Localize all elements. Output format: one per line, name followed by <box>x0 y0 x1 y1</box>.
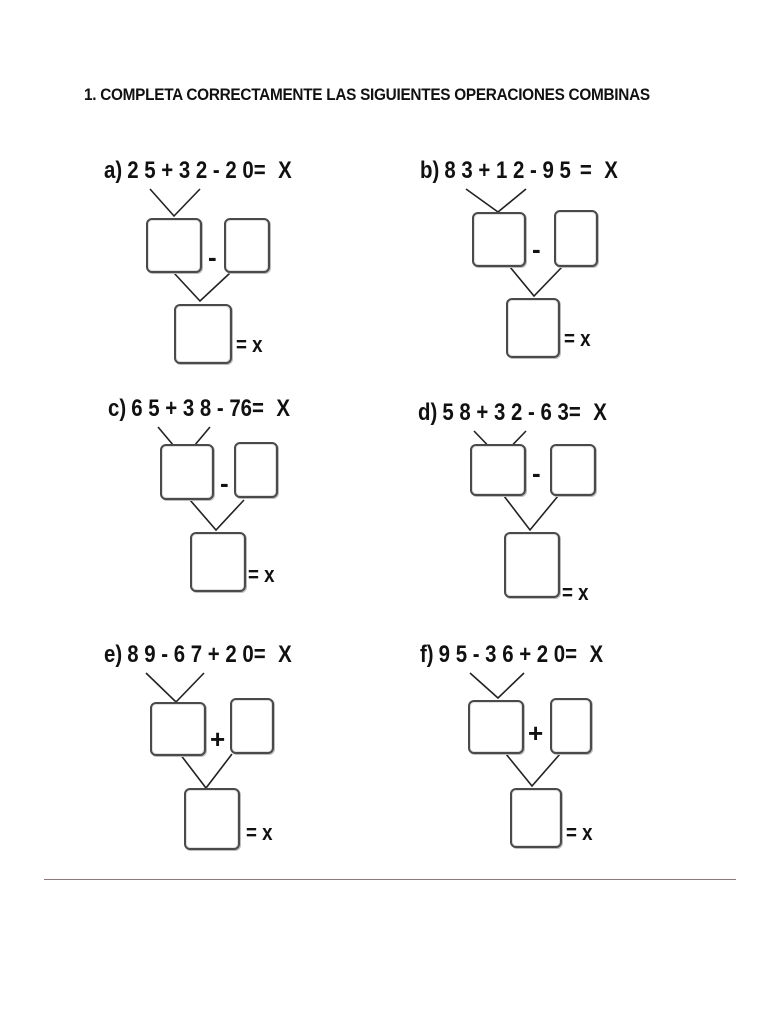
result-equals-x: = x <box>562 580 589 605</box>
equals-x: = X <box>568 399 611 426</box>
result-equals-x: = x <box>236 332 263 357</box>
answer-box-second[interactable] <box>550 444 596 496</box>
answer-box-result[interactable] <box>190 532 246 592</box>
operator-sign: - <box>532 458 541 488</box>
answer-box-second[interactable] <box>234 442 278 498</box>
result-equals-x: = x <box>566 820 593 845</box>
answer-box-first[interactable] <box>160 444 214 500</box>
problem-e <box>104 640 404 855</box>
equals-x: = X <box>253 157 296 184</box>
problem-label: c) <box>108 395 127 422</box>
result-equals-x: = x <box>246 820 273 845</box>
answer-box-result[interactable] <box>510 788 562 848</box>
equals-x: = X <box>252 395 294 422</box>
problem-label: a) <box>104 157 123 184</box>
answer-box-first[interactable] <box>470 444 526 496</box>
operator-sign: + <box>528 718 544 748</box>
expression: 6 5 + 3 8 - 76 <box>131 395 253 422</box>
equals-x: = X <box>253 641 296 668</box>
expression: 8 9 - 6 7 + 2 0 <box>127 641 254 668</box>
answer-box-second[interactable] <box>224 218 270 273</box>
answer-box-first[interactable] <box>472 212 526 267</box>
operator-sign: - <box>208 242 217 272</box>
problem-label: d) <box>418 399 438 426</box>
problem-label: b) <box>420 157 440 184</box>
result-equals-x: = x <box>248 562 275 587</box>
answer-box-first[interactable] <box>468 700 524 754</box>
expression: 8 3 + 1 2 - 9 5 <box>444 157 571 184</box>
answer-box-first[interactable] <box>146 218 202 273</box>
answer-box-second[interactable] <box>554 210 598 267</box>
operator-sign: + <box>210 724 226 754</box>
problem-d <box>418 398 718 613</box>
answer-box-second[interactable] <box>230 698 274 754</box>
result-equals-x: = x <box>564 326 591 351</box>
expression: 2 5 + 3 2 - 2 0 <box>127 157 254 184</box>
problem-f <box>420 640 720 855</box>
answer-box-result[interactable] <box>504 532 560 598</box>
answer-box-second[interactable] <box>550 698 592 754</box>
operator-sign: - <box>220 468 229 498</box>
exercise-title: 1. COMPLETA CORRECTAMENTE LAS SIGUIENTES OPERACIONES COMBINAS <box>84 86 650 104</box>
problem-a <box>104 156 404 371</box>
problem-label: f) <box>420 641 434 668</box>
answer-box-result[interactable] <box>506 298 560 358</box>
problem-c <box>108 394 408 609</box>
answer-box-first[interactable] <box>150 702 206 756</box>
answer-box-result[interactable] <box>184 788 240 850</box>
bottom-divider <box>44 879 736 880</box>
equals-x: = X <box>570 157 622 184</box>
expression: 5 8 + 3 2 - 6 3 <box>442 399 569 426</box>
problem-label: e) <box>104 641 123 668</box>
expression: 9 5 - 3 6 + 2 0 <box>438 641 566 668</box>
answer-box-result[interactable] <box>174 304 232 364</box>
equals-x: = X <box>565 641 607 668</box>
problem-b <box>420 156 720 371</box>
operator-sign: - <box>532 234 541 264</box>
